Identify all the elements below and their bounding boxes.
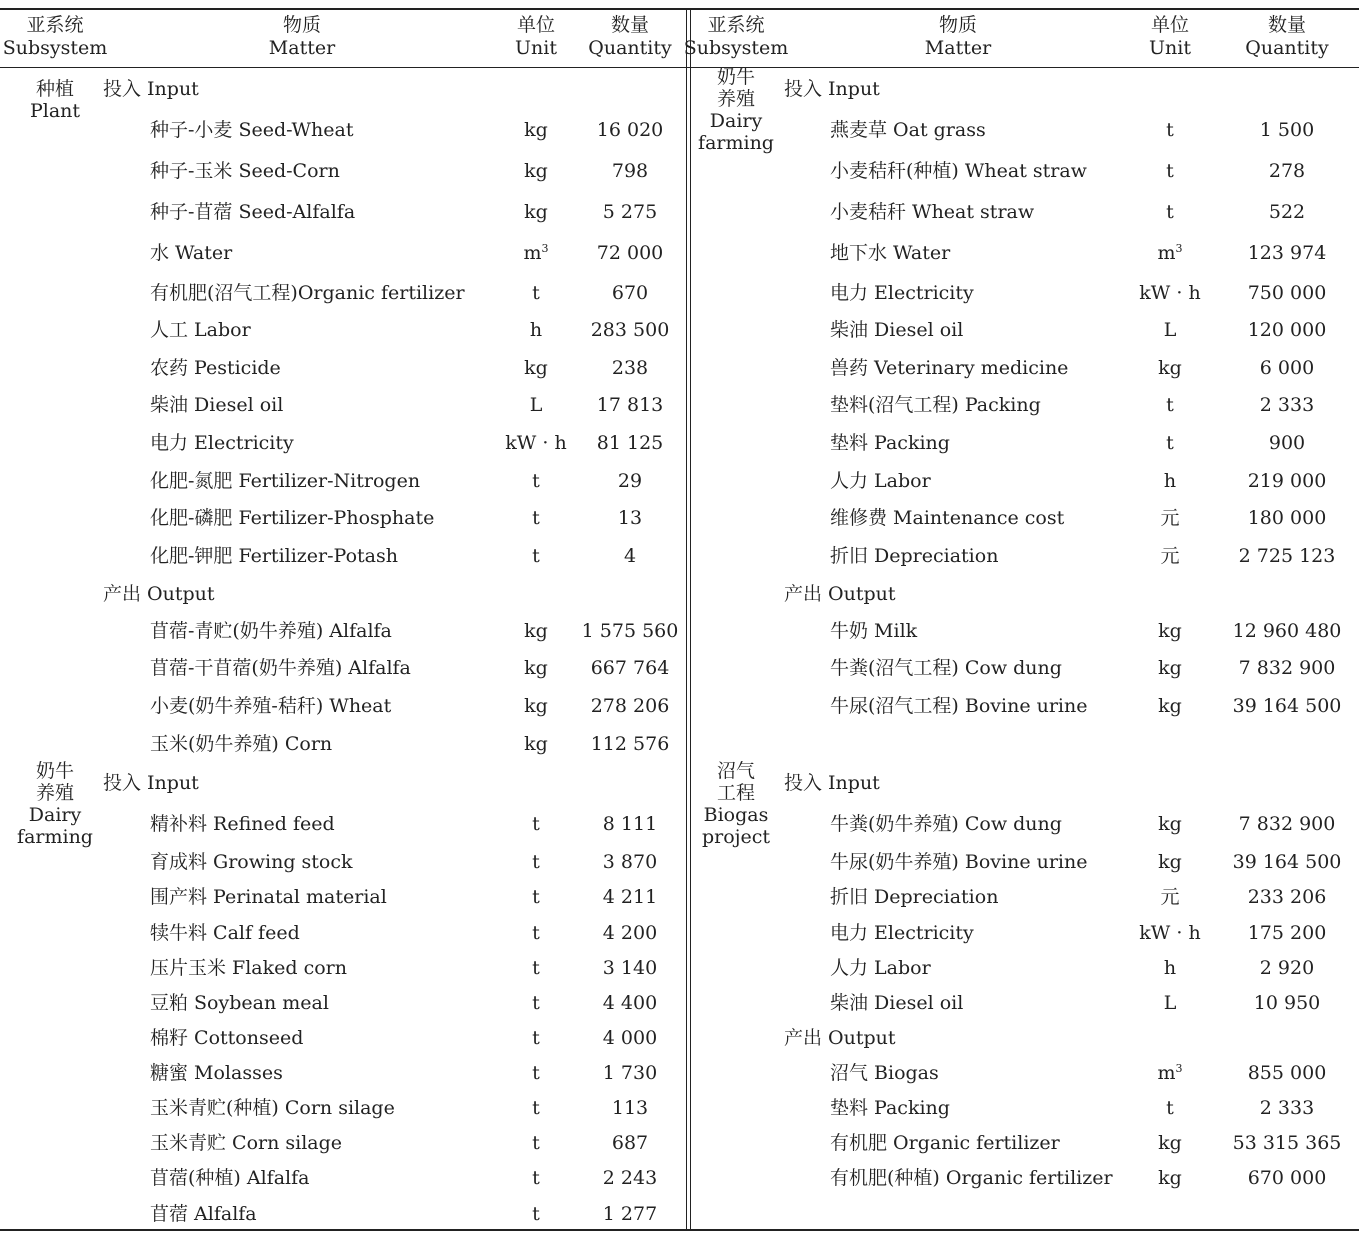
section-input-biogas: 投入 Input (784, 772, 880, 794)
unit-superscript: 3 (1175, 242, 1183, 255)
unit-cell (1158, 851, 1182, 873)
subsystem-plant-label-line: 种植 (35, 78, 74, 100)
unit-cell (524, 119, 548, 141)
quantity-cell: 5 275 (602, 201, 658, 223)
matter-cell: 柴油 Diesel oil (830, 992, 964, 1014)
quantity-cell: 112 576 (590, 733, 670, 755)
matter-cell: 种子-苜蓿 Seed-Alfalfa (150, 201, 356, 223)
matter-cell: 化肥-钾肥 Fertilizer-Potash (150, 545, 398, 567)
quantity-cell: 2 243 (602, 1167, 658, 1189)
unit-text: kg (1158, 851, 1182, 873)
unit-text: h (1163, 957, 1177, 979)
section-input-dairy: 投入 Input (103, 772, 199, 794)
unit-cell (1160, 545, 1179, 567)
quantity-cell: 180 000 (1247, 507, 1327, 529)
unit-text: kg (524, 357, 548, 379)
unit-superscript: 3 (541, 242, 549, 255)
matter-cell: 犊牛料 Calf feed (150, 922, 300, 944)
subsystem-dairy-label-right-line: Dairy (709, 110, 763, 132)
header-unit-en: Unit (1149, 37, 1191, 59)
quantity-cell: 219 000 (1247, 470, 1327, 492)
unit-cell (1166, 119, 1174, 141)
header-matter-cn: 物质 (282, 14, 322, 36)
unit-text: t (532, 1027, 540, 1049)
subsystem-plant-label (30, 78, 80, 122)
header-matter-en: Matter (924, 37, 992, 59)
quantity-cell: 1 575 560 (581, 620, 679, 642)
quantity-cell: 900 (1268, 432, 1306, 454)
unit-cell (1166, 432, 1174, 454)
header-matter-right (925, 14, 991, 60)
unit-cell (1158, 1167, 1182, 1189)
matter-cell: 地下水 Water (830, 242, 951, 264)
unit-cell (532, 922, 540, 944)
quantity-cell: 120 000 (1247, 319, 1327, 341)
matter-cell: 柴油 Diesel oil (830, 319, 964, 341)
matter-cell: 小麦秸秆 Wheat straw (830, 201, 1035, 223)
quantity-cell: 13 (617, 507, 643, 529)
unit-cell (524, 357, 548, 379)
unit-text: t (1166, 394, 1174, 416)
quantity-cell: 53 315 365 (1232, 1132, 1342, 1154)
matter-cell: 苜蓿 Alfalfa (150, 1203, 257, 1225)
bottom-rule (0, 1229, 1359, 1231)
section-output-plant: 产出 Output (103, 583, 215, 605)
matter-cell: 糖蜜 Molasses (150, 1062, 283, 1084)
unit-text: t (1166, 201, 1174, 223)
matter-cell: 小麦秸秆(种植) Wheat straw (830, 160, 1087, 182)
matter-cell: 人力 Labor (830, 957, 931, 979)
matter-cell: 有机肥(沼气工程)Organic fertilizer (150, 282, 465, 304)
unit-cell (524, 733, 548, 755)
unit-text: kg (1158, 357, 1182, 379)
unit-cell (524, 201, 548, 223)
subsystem-biogas-label-line: 工程 (716, 782, 756, 804)
header-quantity-right (1245, 14, 1328, 60)
quantity-cell: 2 333 (1259, 394, 1315, 416)
header-subsystem-en: Subsystem (683, 37, 789, 59)
unit-text: L (529, 394, 543, 416)
unit-text: t (532, 1132, 540, 1154)
subsystem-dairy-label-right-line: farming (698, 132, 774, 154)
quantity-cell: 1 500 (1259, 119, 1315, 141)
unit-text: kg (1158, 695, 1182, 717)
unit-cell (1158, 695, 1182, 717)
subsystem-dairy-label-line: Dairy (28, 804, 82, 826)
quantity-cell: 7 832 900 (1238, 813, 1336, 835)
matter-cell: 燕麦草 Oat grass (830, 119, 986, 141)
matter-cell: 化肥-氮肥 Fertilizer-Nitrogen (150, 470, 421, 492)
unit-text: t (532, 1167, 540, 1189)
matter-cell: 牛尿(奶牛养殖) Bovine urine (830, 851, 1088, 873)
unit-cell (1139, 922, 1200, 944)
unit-cell (532, 1203, 540, 1225)
unit-text: t (532, 1062, 540, 1084)
unit-cell (1164, 992, 1177, 1014)
header-quantity-en: Quantity (1245, 37, 1329, 59)
unit-cell (524, 657, 548, 679)
quantity-cell: 81 125 (596, 432, 664, 454)
quantity-cell: 670 000 (1247, 1167, 1327, 1189)
unit-text: t (1166, 119, 1174, 141)
matter-cell: 垫料 Packing (830, 432, 950, 454)
matter-cell: 化肥-磷肥 Fertilizer-Phosphate (150, 507, 435, 529)
unit-text: kW · h (1139, 922, 1201, 944)
unit-superscript: 3 (1175, 1062, 1183, 1075)
unit-text: kg (524, 620, 548, 642)
unit-text: t (532, 282, 540, 304)
quantity-cell: 1 730 (602, 1062, 658, 1084)
unit-text: 元 (1160, 507, 1180, 529)
top-rule (0, 8, 1359, 10)
header-quantity-cn: 数量 (610, 14, 649, 36)
unit-cell (532, 992, 540, 1014)
quantity-cell: 4 211 (602, 886, 658, 908)
quantity-cell: 175 200 (1247, 922, 1327, 944)
subsystem-dairy-label-right-line: 奶牛 (716, 66, 755, 88)
section-output-biogas: 产出 Output (784, 1027, 896, 1049)
quantity-cell: 39 164 500 (1232, 851, 1342, 873)
unit-cell (1164, 319, 1177, 341)
section-input-plant: 投入 Input (103, 78, 199, 100)
unit-cell (532, 1167, 540, 1189)
quantity-cell: 6 000 (1259, 357, 1315, 379)
quantity-cell: 4 200 (602, 922, 658, 944)
quantity-cell: 3 870 (602, 851, 658, 873)
unit-text: t (532, 1097, 540, 1119)
unit-cell (1166, 394, 1174, 416)
unit-text: t (532, 1203, 540, 1225)
matter-cell: 电力 Electricity (830, 922, 974, 944)
unit-cell (532, 851, 540, 873)
subsystem-biogas-label (702, 760, 770, 848)
header-unit-cn: 单位 (1150, 14, 1189, 36)
unit-text: 元 (1160, 545, 1180, 567)
unit-cell (1158, 1132, 1182, 1154)
quantity-cell: 687 (611, 1132, 649, 1154)
quantity-cell: 2 725 123 (1238, 545, 1336, 567)
quantity-cell: 12 960 480 (1232, 620, 1342, 642)
quantity-cell: 1 277 (602, 1203, 658, 1225)
center-double-rule-b (690, 8, 691, 1231)
subsystem-biogas-label-line: 沼气 (716, 760, 756, 782)
quantity-cell: 2 333 (1259, 1097, 1315, 1119)
unit-text: t (1166, 160, 1174, 182)
matter-cell: 牛尿(沼气工程) Bovine urine (830, 695, 1088, 717)
subsystem-dairy-label-line: 养殖 (35, 782, 74, 804)
unit-text: kg (524, 733, 548, 755)
unit-text: kg (524, 160, 548, 182)
matter-cell: 电力 Electricity (150, 432, 294, 454)
matter-cell: 育成料 Growing stock (150, 851, 353, 873)
quantity-cell: 39 164 500 (1232, 695, 1342, 717)
matter-cell: 牛粪(沼气工程) Cow dung (830, 657, 1062, 679)
matter-cell: 精补料 Refined feed (150, 813, 335, 835)
quantity-cell: 670 (611, 282, 649, 304)
matter-cell: 沼气 Biogas (830, 1062, 939, 1084)
matter-cell: 豆粕 Soybean meal (150, 992, 329, 1014)
unit-text: kW · h (1139, 282, 1201, 304)
matter-cell: 围产料 Perinatal material (150, 886, 387, 908)
quantity-cell: 10 950 (1253, 992, 1321, 1014)
quantity-cell: 278 (1268, 160, 1306, 182)
header-subsystem-right (684, 14, 789, 60)
unit-cell (532, 507, 540, 529)
unit-cell (524, 620, 548, 642)
unit-text: t (532, 851, 540, 873)
subsystem-biogas-label-line: Biogas (703, 804, 769, 826)
subsystem-biogas-label-line: project (701, 826, 771, 848)
unit-text: t (532, 957, 540, 979)
matter-cell: 垫料 Packing (830, 1097, 950, 1119)
matter-cell: 苜蓿-青贮(奶牛养殖) Alfalfa (150, 620, 392, 642)
quantity-cell: 522 (1268, 201, 1306, 223)
matter-cell: 牛粪(奶牛养殖) Cow dung (830, 813, 1062, 835)
quantity-cell: 798 (611, 160, 649, 182)
unit-cell (1157, 1062, 1182, 1084)
unit-cell (1158, 357, 1182, 379)
unit-cell (532, 1132, 540, 1154)
header-subsystem-cn: 亚系统 (26, 14, 84, 36)
quantity-cell: 855 000 (1247, 1062, 1327, 1084)
matter-cell: 折旧 Depreciation (830, 545, 999, 567)
matter-cell: 兽药 Veterinary medicine (830, 357, 1069, 379)
center-double-rule-a (686, 8, 687, 1231)
unit-text: L (1163, 992, 1177, 1014)
unit-cell (532, 957, 540, 979)
unit-text: kg (1158, 1132, 1182, 1154)
header-unit-cn: 单位 (516, 14, 555, 36)
unit-text: L (1163, 319, 1177, 341)
unit-text: t (532, 507, 540, 529)
unit-text: kg (524, 695, 548, 717)
quantity-cell: 750 000 (1247, 282, 1327, 304)
quantity-cell: 4 (623, 545, 637, 567)
quantity-cell: 123 974 (1247, 242, 1327, 264)
unit-cell (1166, 201, 1174, 223)
section-input-dairy-right: 投入 Input (784, 78, 880, 100)
matter-cell: 玉米青贮 Corn silage (150, 1132, 343, 1154)
quantity-cell: 7 832 900 (1238, 657, 1336, 679)
quantity-cell: 283 500 (590, 319, 670, 341)
matter-cell: 种子-玉米 Seed-Corn (150, 160, 340, 182)
subsystem-dairy-label-line: farming (17, 826, 93, 848)
matter-cell: 电力 Electricity (830, 282, 974, 304)
unit-cell (1160, 886, 1179, 908)
header-rule (0, 67, 1359, 68)
matter-cell: 人力 Labor (830, 470, 931, 492)
unit-cell (1139, 282, 1200, 304)
unit-cell (532, 886, 540, 908)
unit-text: h (529, 319, 543, 341)
unit-cell (530, 394, 543, 416)
unit-cell (530, 319, 542, 341)
header-quantity-cn: 数量 (1267, 14, 1306, 36)
unit-cell (532, 282, 540, 304)
unit-text: 元 (1160, 886, 1180, 908)
unit-cell (1157, 242, 1182, 264)
matter-cell: 种子-小麦 Seed-Wheat (150, 119, 354, 141)
matter-cell: 玉米(奶牛养殖) Corn (150, 733, 333, 755)
unit-cell (523, 242, 548, 264)
quantity-cell: 29 (617, 470, 643, 492)
unit-cell (1164, 957, 1176, 979)
unit-cell (1160, 507, 1179, 529)
unit-text: m (1157, 242, 1176, 264)
quantity-cell: 667 764 (590, 657, 670, 679)
unit-text: t (532, 922, 540, 944)
matter-cell: 苜蓿-干苜蓿(奶牛养殖) Alfalfa (150, 657, 411, 679)
unit-text: kg (524, 657, 548, 679)
quantity-cell: 8 111 (602, 813, 658, 835)
quantity-cell: 113 (611, 1097, 649, 1119)
unit-text: kg (1158, 813, 1182, 835)
quantity-cell: 16 020 (596, 119, 664, 141)
matter-cell: 人工 Labor (150, 319, 251, 341)
unit-cell (1158, 813, 1182, 835)
header-unit-right (1149, 14, 1191, 60)
matter-cell: 折旧 Depreciation (830, 886, 999, 908)
subsystem-dairy-label-line: 奶牛 (35, 760, 74, 782)
subsystem-dairy-label (17, 760, 93, 848)
unit-text: t (532, 470, 540, 492)
header-matter-left (269, 14, 335, 60)
unit-text: kg (524, 119, 548, 141)
quantity-cell: 238 (611, 357, 649, 379)
unit-text: kg (1158, 620, 1182, 642)
unit-cell (1158, 657, 1182, 679)
matter-cell: 垫料(沼气工程) Packing (830, 394, 1041, 416)
header-matter-en: Matter (268, 37, 336, 59)
unit-cell (532, 813, 540, 835)
unit-text: t (532, 886, 540, 908)
subsystem-dairy-label-right-line: 养殖 (716, 88, 755, 110)
quantity-cell: 233 206 (1247, 886, 1327, 908)
header-matter-cn: 物质 (938, 14, 978, 36)
matter-cell: 压片玉米 Flaked corn (150, 957, 347, 979)
unit-cell (505, 432, 566, 454)
unit-text: t (1166, 1097, 1174, 1119)
quantity-cell: 4 400 (602, 992, 658, 1014)
matter-cell: 有机肥(种植) Organic fertilizer (830, 1167, 1113, 1189)
header-unit-left (515, 14, 557, 60)
header-subsystem-left (3, 14, 108, 60)
header-subsystem-en: Subsystem (2, 37, 108, 59)
matter-cell: 柴油 Diesel oil (150, 394, 284, 416)
unit-text: kg (1158, 1167, 1182, 1189)
unit-cell (1164, 470, 1176, 492)
unit-text: t (532, 992, 540, 1014)
unit-text: t (532, 813, 540, 835)
header-quantity-left (588, 14, 671, 60)
header-unit-en: Unit (515, 37, 557, 59)
matter-cell: 棉籽 Cottonseed (150, 1027, 304, 1049)
header-quantity-en: Quantity (588, 37, 672, 59)
matter-cell: 水 Water (150, 242, 233, 264)
matter-cell: 维修费 Maintenance cost (830, 507, 1065, 529)
unit-cell (532, 545, 540, 567)
quantity-cell: 4 000 (602, 1027, 658, 1049)
matter-cell: 牛奶 Milk (830, 620, 918, 642)
unit-cell (532, 1027, 540, 1049)
matter-cell: 苜蓿(种植) Alfalfa (150, 1167, 310, 1189)
unit-text: kW · h (505, 432, 567, 454)
matter-cell: 农药 Pesticide (150, 357, 281, 379)
matter-cell: 有机肥 Organic fertilizer (830, 1132, 1060, 1154)
unit-text: h (1163, 470, 1177, 492)
header-subsystem-cn: 亚系统 (707, 14, 765, 36)
quantity-cell: 72 000 (596, 242, 664, 264)
unit-text: t (1166, 432, 1174, 454)
unit-cell (524, 695, 548, 717)
unit-cell (524, 160, 548, 182)
unit-cell (1166, 1097, 1174, 1119)
subsystem-plant-label-line: Plant (29, 100, 81, 122)
unit-text: m (1157, 1062, 1176, 1084)
unit-cell (1166, 160, 1174, 182)
unit-text: m (523, 242, 542, 264)
unit-cell (1158, 620, 1182, 642)
matter-cell: 玉米青贮(种植) Corn silage (150, 1097, 395, 1119)
quantity-cell: 2 920 (1259, 957, 1315, 979)
section-output-dairy-right: 产出 Output (784, 583, 896, 605)
matter-cell: 小麦(奶牛养殖-秸秆) Wheat (150, 695, 392, 717)
quantity-cell: 3 140 (602, 957, 658, 979)
unit-cell (532, 1097, 540, 1119)
unit-text: t (532, 545, 540, 567)
quantity-cell: 17 813 (596, 394, 664, 416)
quantity-cell: 278 206 (590, 695, 670, 717)
unit-cell (532, 1062, 540, 1084)
unit-cell (532, 470, 540, 492)
subsystem-dairy-label-right (698, 66, 774, 154)
unit-text: kg (524, 201, 548, 223)
unit-text: kg (1158, 657, 1182, 679)
